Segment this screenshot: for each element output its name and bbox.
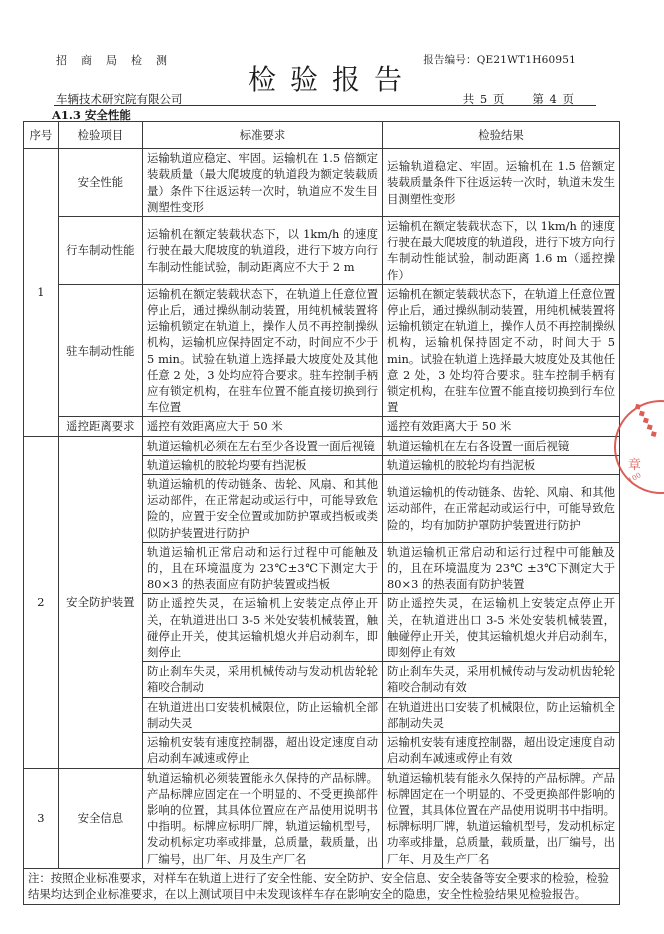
inspection-table bbox=[23, 121, 620, 905]
column-header-no: 序号 bbox=[24, 122, 59, 149]
row-result: 在轨道进出口安装了机械限位，防止运输机全部制动失灵 bbox=[383, 697, 620, 732]
row-number: 1 bbox=[24, 149, 59, 437]
table-row bbox=[24, 149, 620, 217]
column-header-result: 检验结果 bbox=[383, 122, 620, 149]
row-standard: 轨道运输机必须装置能永久保持的产品标牌。产品标牌应固定在一个明显的、不受更换部件影响的位置，其具体位置应在产品使用说明书中指明。标牌应标明厂牌，轨道运输机型号，发动机标定功率或排量，总质量，载质量，出厂编号，出厂年、月及生产厂名 bbox=[142, 768, 382, 868]
table-row bbox=[24, 768, 620, 868]
row-standard: 防止遥控失灵，在运输机上安装定点停止开关，在轨道进出口 3-5 米处安装机械装置，触碰停止开关，使其运输机熄火并启动刹车，即刻停止 bbox=[142, 594, 382, 662]
row-standard: 运输机在额定装载状态下，在轨道上任意位置停止后，通过操纵制动装置，用纯机械装置将运输机锁定在轨道上，操作人员不再控制操纵机构，运输机应保持固定不动，时间应不少于 5 min。试验在轨道上选择最大坡度处及其他任意 2 处，3 处均应符合要求。驻车控制手柄应有锁定机构，在驻车位置不能直接切换到行车位置 bbox=[142, 284, 382, 417]
table-row bbox=[24, 436, 620, 455]
page-title: 检验报告 bbox=[247, 63, 416, 96]
row-result: 防止刹车失灵，采用机械传动与发动机齿轮轮箱咬合制动有效 bbox=[383, 662, 620, 697]
note-row bbox=[24, 868, 620, 904]
row-item: 遥控距离要求 bbox=[58, 417, 142, 436]
row-standard: 轨道运输机的胶轮均要有挡泥板 bbox=[142, 455, 382, 474]
report-number-label: 报告编号： bbox=[423, 54, 477, 66]
row-result: 轨道运输机在左右各设置一面后视镜 bbox=[383, 436, 620, 455]
row-number: 3 bbox=[24, 768, 59, 868]
company-name: 车辆技术研究院有限公司 bbox=[56, 92, 183, 106]
row-item: 安全性能 bbox=[58, 149, 142, 217]
pages-total: 共 5 页 bbox=[462, 92, 505, 106]
section-heading: A1.3 安全性能 bbox=[52, 108, 131, 122]
column-header-item: 检验项目 bbox=[58, 122, 142, 149]
row-standard: 遥控有效距离应大于 50 米 bbox=[142, 417, 382, 436]
row-result: 运输机在额定装载状态下，在轨道上任意位置停止后，通过操纵制动装置，用纯机械装置将运输机锁定在轨道上，操作人员不再控制操纵机构，运输机保持固定不动，时间大于 5 min。试验在轨道上选择最大坡度处及其他任意 2 处，3 处均符合要求。驻车控制手柄有锁定机构，在驻车位置不能直接切换到行车位置 bbox=[383, 284, 620, 417]
inspection-note: 注：按照企业标准要求，对样车在轨道上进行了安全性能、安全防护、安全信息、安全装备等安全要求的检验，检验结果均达到企业标准要求，在以上测试项目中未发现该样车存在影响安全的隐患，安全性检验结果见检验报告。 bbox=[24, 868, 620, 904]
column-header-standard: 标准要求 bbox=[142, 122, 382, 149]
row-standard: 轨道运输机必须在左右至少各设置一面后视镜 bbox=[142, 436, 382, 455]
seal-arc-text: ◆◆◆◆◆ bbox=[631, 401, 661, 441]
row-result: 轨道运输机装有能永久保持的产品标牌。产品标牌固定在一个明显的、不受更换部件影响的位置，其具体位置在产品使用说明书中指明。标牌标明厂牌，轨道运输机型号，发动机标定功率或排量，总质量，载质量，出厂编号，出厂年、月及生产厂名 bbox=[383, 768, 620, 868]
row-result: 轨道运输机正常启动和运行过程中可能触及的，且在环境温度为 23℃ ±3℃下测定大于 80×3 的热表面有防护装置 bbox=[383, 542, 620, 594]
row-standard: 运输轨道应稳定、牢固。运输机在 1.5 倍额定装载质量（最大爬坡度的轨道段为额定装载质量）条件下往返运转一次时，轨道应不发生目测塑性变形 bbox=[142, 149, 382, 217]
row-result: 防止遥控失灵，在运输机上安装定点停止开关，在轨道进出口 3-5 米处安装机械装置，触碰停止开关，使其运输机熄火并启动刹车，即刻停止有效 bbox=[383, 594, 620, 662]
row-result: 轨道运输机的传动链条、齿轮、风扇、和其他运动部件，在正常起动或运行中，可能导致危险的，均有加防护罩防护装置进行防护 bbox=[383, 475, 620, 543]
report-number-value: QE21WT1H60951 bbox=[476, 54, 576, 66]
table-row bbox=[24, 217, 620, 285]
row-item: 驻车制动性能 bbox=[58, 284, 142, 417]
row-standard: 防止刹车失灵，采用机械传动与发动机齿轮轮箱咬合制动 bbox=[142, 662, 382, 697]
row-number: 2 bbox=[24, 436, 59, 768]
row-standard: 运输机在额定装载状态下，以 1km/h 的速度行驶在最大爬坡度的轨道段，进行下坡方向行车制动性能试验，制动距离应不大于 2 m bbox=[142, 217, 382, 285]
table-row bbox=[24, 417, 620, 436]
row-standard: 轨道运输机正常启动和运行过程中可能触及的，且在环境温度为 23℃±3℃下测定大于 80×3 的热表面应有防护装置或挡板 bbox=[142, 542, 382, 594]
seal-number: 100 bbox=[626, 471, 643, 485]
row-item: 安全信息 bbox=[58, 768, 142, 868]
row-result: 运输轨道稳定、牢固。运输机在 1.5 倍额定装载质量条件下往返运转一次时，轨道未发生目测塑性变形 bbox=[383, 149, 620, 217]
row-standard: 轨道运输机的传动链条、齿轮、风扇、和其他运动部件，在正常起动或运行中，可能导致危险的，应置于安全位置或加防护罩或挡板或类似防护装置进行防护 bbox=[142, 475, 382, 543]
row-item: 安全防护装置 bbox=[58, 436, 142, 768]
table-row bbox=[24, 284, 620, 417]
testing-org-name: 招商局检测 bbox=[56, 54, 181, 67]
row-result: 轨道运输机的胶轮均有挡泥板 bbox=[383, 455, 620, 474]
table-header-row bbox=[24, 122, 620, 149]
row-standard: 在轨道进出口安装机械限位，防止运输机全部制动失灵 bbox=[142, 697, 382, 732]
official-seal-stamp bbox=[614, 400, 664, 494]
seal-char: 章 bbox=[628, 458, 642, 473]
page-current: 第 4 页 bbox=[532, 92, 574, 106]
row-item: 行车制动性能 bbox=[58, 217, 142, 285]
row-result: 遥控有效距离大于 50 米 bbox=[383, 417, 620, 436]
row-result: 运输机在额定装载状态下，以 1km/h 的速度行驶在最大爬坡度的轨道段，进行下坡方向行车制动性能试验，制动距离 1.6 m（遥控操作） bbox=[383, 217, 620, 285]
header-divider bbox=[54, 105, 596, 106]
row-standard: 运输机安装有速度控制器，超出设定速度自动启动刹车减速或停止 bbox=[142, 733, 382, 768]
row-result: 运输机安装有速度控制器，超出设定速度自动启动刹车减速或停止有效 bbox=[383, 733, 620, 768]
